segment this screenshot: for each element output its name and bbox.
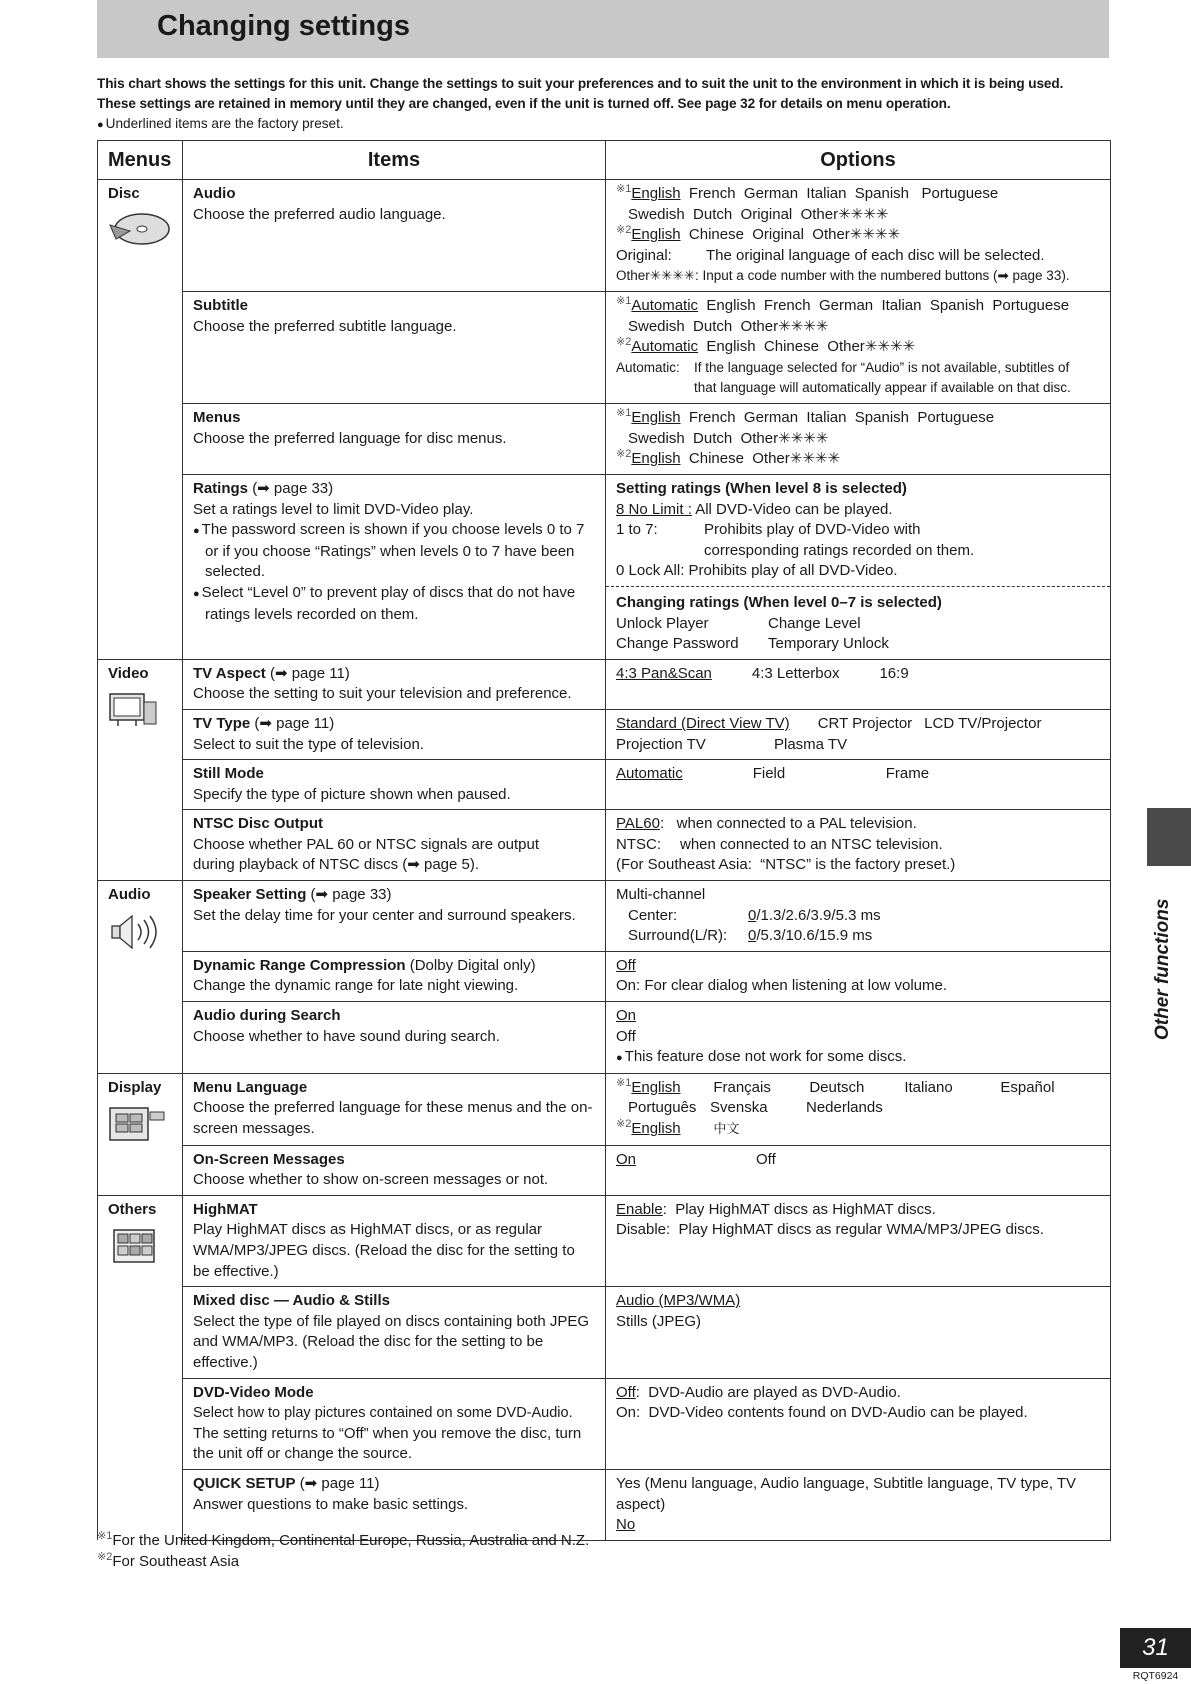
intro-line-3 <box>97 114 1117 135</box>
footnote-mark: ※1 <box>97 1530 113 1542</box>
menu-video-label: Video <box>108 664 149 682</box>
item-title: NTSC Disc Output <box>193 815 323 833</box>
footnote-1 <box>97 1530 589 1551</box>
item-title: Audio <box>193 185 236 202</box>
option: Plasma TV <box>774 735 848 753</box>
option-label: NTSC: <box>616 835 661 853</box>
option: LCD TV/Projector <box>924 714 1042 732</box>
option-label: Automatic: <box>616 359 680 375</box>
option: Nederlands <box>806 1099 883 1117</box>
header-bar <box>97 0 1109 58</box>
table-row <box>98 659 1111 709</box>
option-list: /1.3/2.6/3.9/5.3 ms <box>756 906 881 924</box>
item-desc: during playback of NTSC discs (➡ page 5). <box>193 856 480 874</box>
bullet-text: Select “Level 0” to prevent play of discs that do not have ratings levels recorded on them. <box>201 583 576 623</box>
table-row <box>98 1145 1111 1195</box>
option: Deutsch <box>809 1078 865 1096</box>
menu-display <box>98 1073 183 1195</box>
disc-icon <box>108 211 170 247</box>
bullet-note <box>193 583 595 625</box>
item-ntsc-output <box>183 810 606 881</box>
option-list: /5.3/10.6/15.9 ms <box>756 927 873 945</box>
item-desc: Choose whether to have sound during search. <box>193 1027 500 1045</box>
page-ref: (➡ page 11) <box>254 714 335 732</box>
item-drc <box>183 951 606 1001</box>
item-title: Speaker Setting <box>193 886 307 904</box>
item-desc: Specify the type of picture shown when paused. <box>193 785 511 803</box>
bullet-text: This feature dose not work for some discs. <box>624 1048 907 1066</box>
menu-display-label: Display <box>108 1078 162 1096</box>
settings-table <box>97 140 1111 1541</box>
others-icon <box>108 1226 164 1268</box>
item-on-screen-messages <box>183 1145 606 1195</box>
option-text: Multi-channel <box>616 886 706 904</box>
option: Off <box>756 1150 776 1168</box>
bullet-text: The password screen is shown if you choose levels 0 to 7 or if you choose “Ratings” when levels 0 to 7 have been selected. <box>201 521 585 581</box>
table-row <box>98 291 1111 403</box>
option: Español <box>1000 1078 1055 1096</box>
default-option: On <box>616 1007 637 1025</box>
item-desc: Answer questions to make basic settings. <box>193 1495 469 1513</box>
options-ratings <box>606 474 1111 659</box>
option: Stills (JPEG) <box>616 1312 702 1330</box>
item-title: Mixed disc <box>193 1292 270 1310</box>
speaker-icon <box>108 912 162 952</box>
asterisk-2: ※2 <box>616 224 632 237</box>
item-title: Still Mode <box>193 765 264 783</box>
default-option: Standard (Direct View TV) <box>616 714 790 732</box>
options-drc <box>606 951 1111 1001</box>
options-tv-aspect <box>606 659 1111 709</box>
menu-disc-label: Disc <box>108 185 140 202</box>
option-text: The original language of each disc will be selected. <box>706 246 1045 264</box>
option-text: when connected to an NTSC television. <box>680 835 943 853</box>
footnote-text: For the United Kingdom, Continental Europe, Russia, Australia and N.Z. <box>112 1532 590 1549</box>
option-text: : DVD-Audio are played as DVD-Audio. <box>635 1383 901 1401</box>
option-list: Chinese Original Other✳✳✳✳ <box>688 226 901 244</box>
option-text: Disable: Play HighMAT discs as regular WMA/MP3/JPEG discs. <box>616 1221 1044 1239</box>
options-audio <box>606 180 1111 292</box>
item-desc: Choose whether to show on-screen messages or not. <box>193 1171 549 1189</box>
item-menus <box>183 403 606 474</box>
item-still-mode <box>183 760 606 810</box>
options-highmat <box>606 1195 1111 1286</box>
item-tv-aspect <box>183 659 606 709</box>
option-text: If the language selected for “Audio” is not available, subtitles of <box>694 359 1070 375</box>
item-desc: Set the delay time for your center and surround speakers. <box>193 906 576 924</box>
item-title: QUICK SETUP <box>193 1474 296 1492</box>
item-audio <box>183 180 606 292</box>
item-desc: Select the type of file played on discs containing both JPEG and WMA/MP3. (Reload the disc for the setting to be effective.) <box>193 1312 590 1371</box>
default-option: No <box>616 1516 636 1534</box>
option-text: corresponding ratings recorded on them. <box>704 541 975 559</box>
default-option: Enable <box>616 1200 663 1218</box>
option-list: French German Italian Spanish Portuguese <box>688 408 995 426</box>
menu-others-label: Others <box>108 1200 157 1218</box>
option-list: English French German Italian Spanish Portuguese <box>706 296 1070 314</box>
default-option: 0 <box>748 906 757 924</box>
option: Frame <box>885 765 930 783</box>
menu-disc <box>98 180 183 660</box>
default-option: Off <box>616 1383 636 1401</box>
option: 中文 <box>713 1122 740 1137</box>
item-menu-language <box>183 1073 606 1145</box>
item-ratings <box>183 474 606 659</box>
table-row <box>98 1195 1111 1286</box>
options-on-screen-messages <box>606 1145 1111 1195</box>
footnote-mark: ※2 <box>97 1551 113 1563</box>
options-quick-setup <box>606 1469 1111 1540</box>
default-option: 8 No Limit : <box>616 500 692 518</box>
default-option: English <box>631 185 681 202</box>
section-side-label-text: Other functions <box>1152 898 1173 1040</box>
option-text: : when connected to a PAL television. <box>659 815 917 833</box>
item-desc: Choose the preferred language for these menus and the on-screen messages. <box>193 1099 593 1137</box>
menu-audio <box>98 881 183 1074</box>
option: Projection TV <box>616 735 706 753</box>
tv-icon <box>108 690 158 730</box>
bullet-note <box>616 1047 1100 1069</box>
options-dvd-video-mode <box>606 1378 1111 1469</box>
options-audio-search <box>606 1002 1111 1074</box>
option-text: Unlock Player <box>616 614 709 632</box>
item-title: Dynamic Range Compression <box>193 956 406 974</box>
intro-line-1: This chart shows the settings for this unit. Change the settings to suit your preferences and to suit the unit to the environment in which it is being used. <box>97 76 1064 91</box>
option-note: (For Southeast Asia: “NTSC” is the factory preset.) <box>616 856 956 874</box>
option: 4:3 Letterbox <box>751 664 840 682</box>
item-title: DVD-Video Mode <box>193 1383 314 1401</box>
item-subtitle <box>183 291 606 403</box>
default-option: Automatic <box>616 765 683 783</box>
table-row <box>98 403 1111 474</box>
option-text: All DVD-Video can be played. <box>695 500 893 518</box>
option-text: Temporary Unlock <box>768 635 889 653</box>
option-list: Chinese Other✳✳✳✳ <box>688 450 841 468</box>
item-title: Menus <box>193 408 241 426</box>
table-row <box>98 1002 1111 1074</box>
item-title: Audio during Search <box>193 1007 341 1025</box>
option-text: that language will automatically appear if available on that disc. <box>694 380 1071 396</box>
item-title: Ratings <box>193 479 249 497</box>
item-desc: The setting returns to “Off” when you remove the disc, turn the unit off or change the source. <box>193 1424 582 1463</box>
table-row <box>98 474 1111 659</box>
option-text: Change Password <box>616 635 739 653</box>
menu-audio-label: Audio <box>108 886 151 904</box>
options-speaker-setting <box>606 881 1111 952</box>
item-highmat <box>183 1195 606 1286</box>
item-title: Menu Language <box>193 1078 308 1096</box>
table-row <box>98 951 1111 1001</box>
page-ref: (➡ page 33) <box>252 479 334 497</box>
table-row <box>98 810 1111 881</box>
option-text: Yes (Menu language, Audio language, Subtitle language, TV type, TV aspect) <box>616 1474 1077 1513</box>
asterisk-1: ※1 <box>616 406 632 419</box>
section-title: Changing ratings (When level 0–7 is selected) <box>616 593 942 611</box>
item-title-suffix: — Audio & Stills <box>269 1292 390 1310</box>
asterisk-2: ※2 <box>616 448 632 461</box>
default-option: English <box>631 1078 681 1096</box>
option-label: 0 Lock All: <box>616 562 685 580</box>
option-label: Original: <box>616 246 672 264</box>
option: Français <box>713 1078 771 1096</box>
table-header-row <box>98 141 1111 180</box>
item-desc: Choose the preferred language for disc menus. <box>193 429 507 447</box>
option: CRT Projector <box>817 714 913 732</box>
section-tab-marker <box>1147 808 1191 866</box>
item-mixed-disc <box>183 1287 606 1378</box>
col-header-options: Options <box>606 141 1111 180</box>
bullet-note <box>193 520 595 583</box>
option-label: Surround(L/R): <box>628 927 728 945</box>
option-text: Input a code number with the numbered buttons (➡ page 33). <box>702 268 1070 284</box>
intro-line-3-text: Underlined items are the factory preset. <box>105 116 344 131</box>
table-row <box>98 881 1111 952</box>
footnote-text: For Southeast Asia <box>112 1553 240 1570</box>
option: Off <box>616 1027 636 1045</box>
option-text: Prohibits play of DVD-Video with <box>704 521 921 539</box>
page-ref: (➡ page 11) <box>299 1474 380 1492</box>
option-text: On: DVD-Video contents found on DVD-Audio can be played. <box>616 1404 1028 1422</box>
default-option: English <box>631 226 681 244</box>
item-title: TV Type <box>193 714 251 732</box>
option-list: Swedish Dutch Other✳✳✳✳ <box>628 429 829 447</box>
options-mixed-disc <box>606 1287 1111 1378</box>
option-label: 1 to 7: <box>616 521 658 539</box>
default-option: Audio (MP3/WMA) <box>616 1292 741 1310</box>
asterisk-1: ※1 <box>616 1076 632 1089</box>
item-desc: Choose the preferred subtitle language. <box>193 317 457 335</box>
table-row <box>98 180 1111 292</box>
menu-video <box>98 659 183 880</box>
intro-text <box>97 74 1117 135</box>
option: Italiano <box>904 1078 953 1096</box>
item-title: On-Screen Messages <box>193 1150 345 1168</box>
default-option: On <box>616 1150 637 1168</box>
col-header-menus: Menus <box>98 141 183 180</box>
item-title: HighMAT <box>193 1200 258 1218</box>
item-desc: Set a ratings level to limit DVD-Video play. <box>193 500 474 518</box>
page-title: Changing settings <box>157 10 410 42</box>
footnotes <box>97 1530 589 1572</box>
option: Field <box>752 765 786 783</box>
asterisk-1: ※1 <box>616 183 632 195</box>
option: 16:9 <box>879 664 909 682</box>
default-option: PAL60 <box>616 815 660 833</box>
item-desc: Play HighMAT discs as HighMAT discs, or as regular WMA/MP3/JPEG discs. (Reload the disc for the setting to be effective.) <box>193 1221 575 1280</box>
options-menus <box>606 403 1111 474</box>
asterisk-1: ※1 <box>616 294 632 307</box>
item-desc: Select how to play pictures contained on some DVD-Audio. <box>193 1405 573 1422</box>
default-option: Automatic <box>631 296 699 314</box>
intro-line-2: These settings are retained in memory until they are changed, even if the unit is turned off. See page 32 for details on menu operation. <box>97 96 951 111</box>
item-dvd-video-mode <box>183 1378 606 1469</box>
item-title: TV Aspect <box>193 664 266 682</box>
option-list: Swedish Dutch Original Other✳✳✳✳ <box>628 205 889 223</box>
option-text: On: For clear dialog when listening at low volume. <box>616 977 947 995</box>
table-row <box>98 1378 1111 1469</box>
table-row <box>98 1287 1111 1378</box>
default-option: English <box>631 1120 681 1137</box>
col-header-items: Items <box>183 141 606 180</box>
display-icon <box>108 1104 168 1144</box>
option-text: Prohibits play of all DVD-Video. <box>688 562 898 580</box>
table-row <box>98 1073 1111 1145</box>
asterisk-2: ※2 <box>616 336 632 349</box>
item-desc: Select to suit the type of television. <box>193 735 424 753</box>
menu-others <box>98 1195 183 1540</box>
option-list: Swedish Dutch Other✳✳✳✳ <box>628 317 829 335</box>
option-list: English Chinese Other✳✳✳✳ <box>706 338 916 356</box>
option-label: Other✳✳✳✳: <box>616 268 699 284</box>
default-option: Automatic <box>631 338 699 356</box>
section-side-label <box>1152 880 1178 1040</box>
options-ntsc-output <box>606 810 1111 881</box>
option-text: Change Level <box>768 614 861 632</box>
item-title-suffix: (Dolby Digital only) <box>409 956 536 974</box>
item-title: Subtitle <box>193 296 248 314</box>
page-number: 31 <box>1120 1628 1191 1668</box>
options-subtitle <box>606 291 1111 403</box>
default-option: English <box>631 408 681 426</box>
option-list: French German Italian Spanish Portuguese <box>688 185 999 202</box>
item-audio-search <box>183 1002 606 1074</box>
item-speaker-setting <box>183 881 606 952</box>
item-tv-type <box>183 709 606 759</box>
option-label: Center: <box>628 906 678 924</box>
option-text: : Play HighMAT discs as HighMAT discs. <box>662 1200 936 1218</box>
table-row <box>98 709 1111 759</box>
option: Svenska <box>710 1099 768 1117</box>
footnote-2 <box>97 1551 589 1572</box>
options-tv-type <box>606 709 1111 759</box>
document-code: RQT6924 <box>1132 1670 1179 1682</box>
dashed-divider <box>606 586 1110 587</box>
default-option: English <box>631 450 681 468</box>
table-row <box>98 760 1111 810</box>
asterisk-2: ※2 <box>616 1118 632 1130</box>
page-ref: (➡ page 11) <box>269 664 350 682</box>
section-title: Setting ratings (When level 8 is selected) <box>616 479 907 497</box>
item-desc: Change the dynamic range for late night viewing. <box>193 977 519 995</box>
item-desc: Choose whether PAL 60 or NTSC signals are output <box>193 835 540 853</box>
options-menu-language <box>606 1073 1111 1145</box>
default-option: 4:3 Pan&Scan <box>616 664 712 682</box>
page-ref: (➡ page 33) <box>310 886 392 904</box>
options-still-mode <box>606 760 1111 810</box>
option: Português <box>628 1099 697 1117</box>
default-option: 0 <box>748 927 757 945</box>
default-option: Off <box>616 956 636 974</box>
item-desc: Choose the preferred audio language. <box>193 205 446 223</box>
item-desc: Choose the setting to suit your television and preference. <box>193 685 572 703</box>
